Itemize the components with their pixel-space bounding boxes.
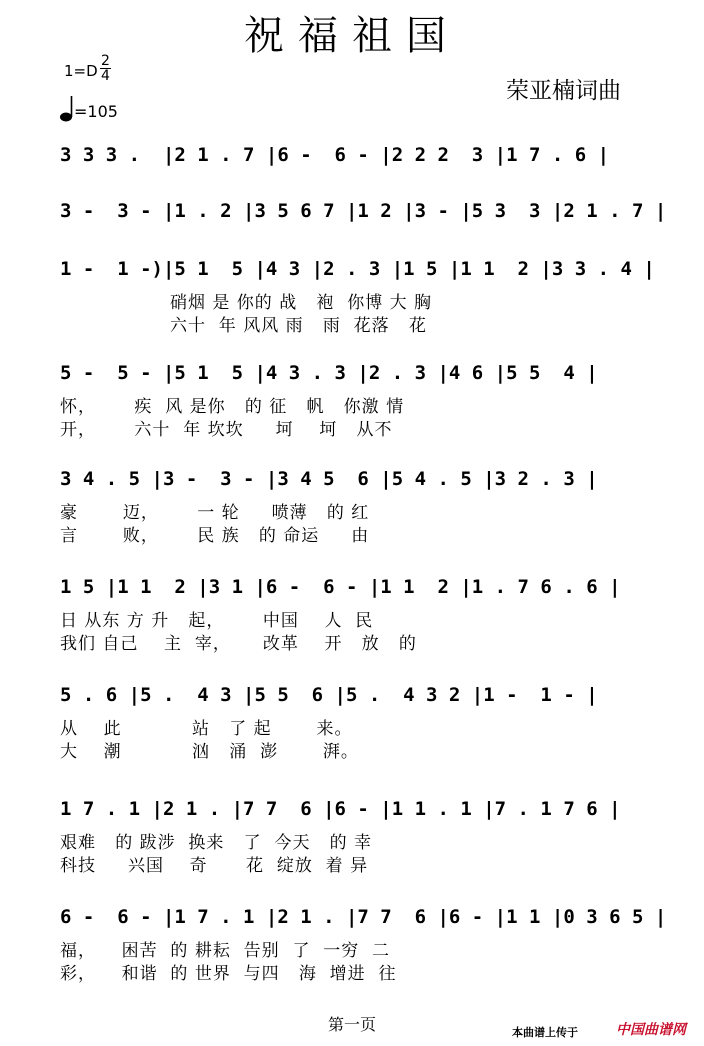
notation-row: 1 - 1 -)|5 1 5 |4 3 |2 . 3 |1 5 |1 1 2 |3 3 . 4 |: [60, 258, 655, 280]
lyric-line: 豪 迈， 一 轮 喷薄 的 红: [60, 503, 370, 523]
lyric-line: 言 败， 民 族 的 命运 由: [60, 526, 370, 546]
notation-row: 5 - 5 - |5 1 5 |4 3 . 3 |2 . 3 |4 6 |5 5 4 |: [60, 362, 598, 384]
page-number: 第一页: [327, 1015, 376, 1034]
notation-row: 5 . 6 |5 . 4 3 |5 5 6 |5 . 4 3 2 |1 - 1 - |: [60, 684, 598, 706]
key-signature: 1=D: [64, 62, 98, 80]
lyric-line: 福， 困苦 的 耕耘 告别 了 一穷 二: [60, 941, 391, 961]
notation-row: 3 4 . 5 |3 - 3 - |3 4 5 6 |5 4 . 5 |3 2 . 3 |: [60, 468, 598, 490]
lyric-line: 我们 自己 主 宰， 改革 开 放 的: [60, 634, 417, 654]
notation-row: 1 5 |1 1 2 |3 1 |6 - 6 - |1 1 2 |1 . 7 6 . 6 |: [60, 576, 621, 598]
composer-credit: 荣亚楠词曲: [506, 78, 621, 104]
notation-row: 1 7 . 1 |2 1 . |7 7 6 |6 - |1 1 . 1 |7 . 1 7 6 |: [60, 798, 621, 820]
lyric-line: 开， 六十 年 坎坎 坷 坷 从不: [60, 420, 393, 440]
notation-row: 6 - 6 - |1 7 . 1 |2 1 . |7 7 6 |6 - |1 1 |0 3 6 5 |: [60, 906, 667, 928]
lyric-line: 彩， 和谐 的 世界 与四 海 增进 往: [60, 964, 397, 984]
lyric-line: 从 此 站 了 起 来。: [60, 719, 353, 739]
site-logo: 中国曲谱网: [616, 1022, 686, 1038]
lyric-line: 硝烟 是 你的 战 袍 你博 大 胸: [170, 293, 433, 313]
time-signature-top: 2: [101, 53, 110, 69]
lyric-line: 科技 兴国 奇 花 绽放 着 异: [60, 856, 369, 876]
time-signature-bottom: 4: [101, 68, 110, 84]
tempo-marking: =105: [74, 102, 118, 121]
notation-row: 3 - 3 - |1 . 2 |3 5 6 7 |1 2 |3 - |5 3 3 |2 1 . 7 |: [60, 200, 667, 222]
lyric-line: 日 从东 方 升 起， 中国 人 民: [60, 611, 374, 631]
lyric-line: 怀， 疾 风 是你 的 征 帆 你激 情: [60, 397, 405, 417]
notation-row: 3 3 3 . |2 1 . 7 |6 - 6 - |2 2 2 3 |1 7 . 6 |: [60, 144, 610, 166]
song-title: 祝福祖国: [244, 13, 460, 59]
upload-credit: 本曲谱上传于: [512, 1026, 578, 1039]
lyric-line: 大 潮 汹 涌 澎 湃。: [60, 742, 359, 762]
lyric-line: 艰难 的 跋涉 换来 了 今天 的 幸: [60, 833, 373, 853]
lyric-line: 六十 年 风风 雨 雨 花落 花: [170, 316, 427, 336]
